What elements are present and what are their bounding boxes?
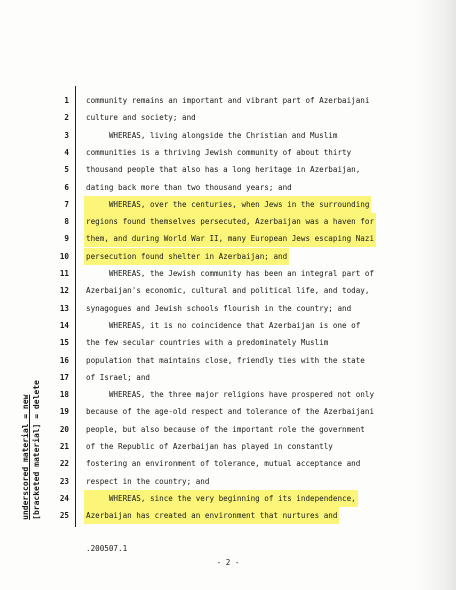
line-text: the few secular countries with a predominately Muslim [86, 338, 329, 348]
highlighted-line-text: Azerbaijan has created an environment that nurtures and [84, 507, 339, 524]
line-number: 2 [64, 113, 69, 123]
legend-underscored: underscored material = new [21, 394, 30, 520]
text-line [0, 421, 456, 438]
line-number: 1 [64, 96, 69, 105]
line-number: 6 [64, 182, 69, 192]
line-text: community remains an important and vibrant part of Azerbaijani [86, 96, 370, 105]
text-line [0, 144, 456, 161]
text-line [0, 213, 456, 230]
line-text: communities is a thriving Jewish community of about thirty [86, 147, 352, 157]
text-line [0, 507, 456, 524]
line-number: 7 [64, 199, 69, 209]
text-line [0, 403, 456, 420]
text-line [0, 386, 456, 403]
line-text: dating back more than two thousand years; and [86, 182, 292, 192]
text-line [0, 109, 456, 126]
line-number: 14 [59, 320, 69, 330]
highlighted-line-text: persecution found shelter in Azerbaijan; and [84, 248, 289, 265]
line-number: 24 [59, 493, 69, 503]
line-number: 5 [64, 165, 69, 175]
text-line [0, 490, 456, 507]
text-line [0, 455, 456, 472]
line-text: WHEREAS, living alongside the Christian and Muslim [86, 130, 338, 140]
line-text: synagogues and Jewish schools flourish in the country; and [86, 303, 352, 313]
line-number: 12 [59, 286, 69, 296]
line-number: 13 [59, 303, 69, 313]
text-line [0, 92, 456, 109]
line-number: 18 [59, 390, 69, 400]
text-line [0, 282, 456, 299]
line-number: 10 [59, 251, 69, 261]
document-code: .200507.1 [86, 544, 128, 553]
text-line [0, 438, 456, 455]
line-text: respect in the country; and [86, 476, 210, 486]
text-line [0, 265, 456, 282]
line-number: 19 [59, 407, 69, 417]
text-line [0, 300, 456, 317]
line-text: population that maintains close, friendly ties with the state [86, 355, 365, 365]
page-number: - 2 - [216, 558, 240, 567]
text-line [0, 161, 456, 178]
text-line [0, 473, 456, 490]
line-number: 20 [59, 424, 69, 434]
line-text: of the Republic of Azerbaijan has played in constantly [86, 442, 333, 451]
line-text: WHEREAS, it is no coincidence that Azerbaijan is one of [86, 320, 361, 330]
text-line [0, 352, 456, 369]
highlighted-line-text: WHEREAS, over the centuries, when Jews in the surrounding [84, 196, 371, 213]
highlighted-line-text: them, and during World War II, many European Jews escaping Nazi [84, 230, 376, 247]
line-number: 22 [59, 459, 69, 469]
text-line [0, 179, 456, 196]
line-text: thousand people that also has a long heritage in Azerbaijan, [86, 165, 361, 175]
line-text: culture and society; and [86, 113, 196, 123]
text-line [0, 317, 456, 334]
line-text: Azerbaijan's economic, cultural and political life, and today, [86, 286, 370, 296]
legend-bracketed: [bracketed material] = delete [32, 380, 41, 520]
line-number: 11 [59, 269, 69, 278]
line-number: 9 [64, 234, 69, 244]
text-line [0, 248, 456, 265]
line-number: 17 [59, 372, 69, 382]
line-text: WHEREAS, the three major religions have prospered not only [86, 390, 375, 400]
line-number: 8 [64, 217, 69, 227]
line-number: 21 [59, 442, 69, 451]
line-text: because of the age-old respect and tolerance of the Azerbaijani [86, 407, 375, 417]
line-number: 3 [64, 130, 69, 140]
text-line [0, 127, 456, 144]
text-line [0, 196, 456, 213]
highlighted-line-text: regions found themselves persecuted, Azerbaijan was a haven for [84, 213, 376, 230]
text-line [0, 369, 456, 386]
highlighted-line-text: WHEREAS, since the very beginning of its independence, [84, 490, 358, 507]
line-text: of Israel; and [86, 372, 151, 382]
line-number: 16 [59, 355, 69, 365]
line-text: fostering an environment of tolerance, mutual acceptance and [86, 459, 361, 469]
text-line [0, 230, 456, 247]
line-number: 15 [59, 338, 69, 348]
line-text: WHEREAS, the Jewish community has been an integral part of [86, 269, 375, 278]
text-line [0, 334, 456, 351]
line-number: 23 [59, 476, 69, 486]
line-number: 4 [64, 147, 69, 157]
line-number: 25 [59, 511, 69, 521]
line-text: people, but also because of the important role the government [86, 424, 365, 434]
